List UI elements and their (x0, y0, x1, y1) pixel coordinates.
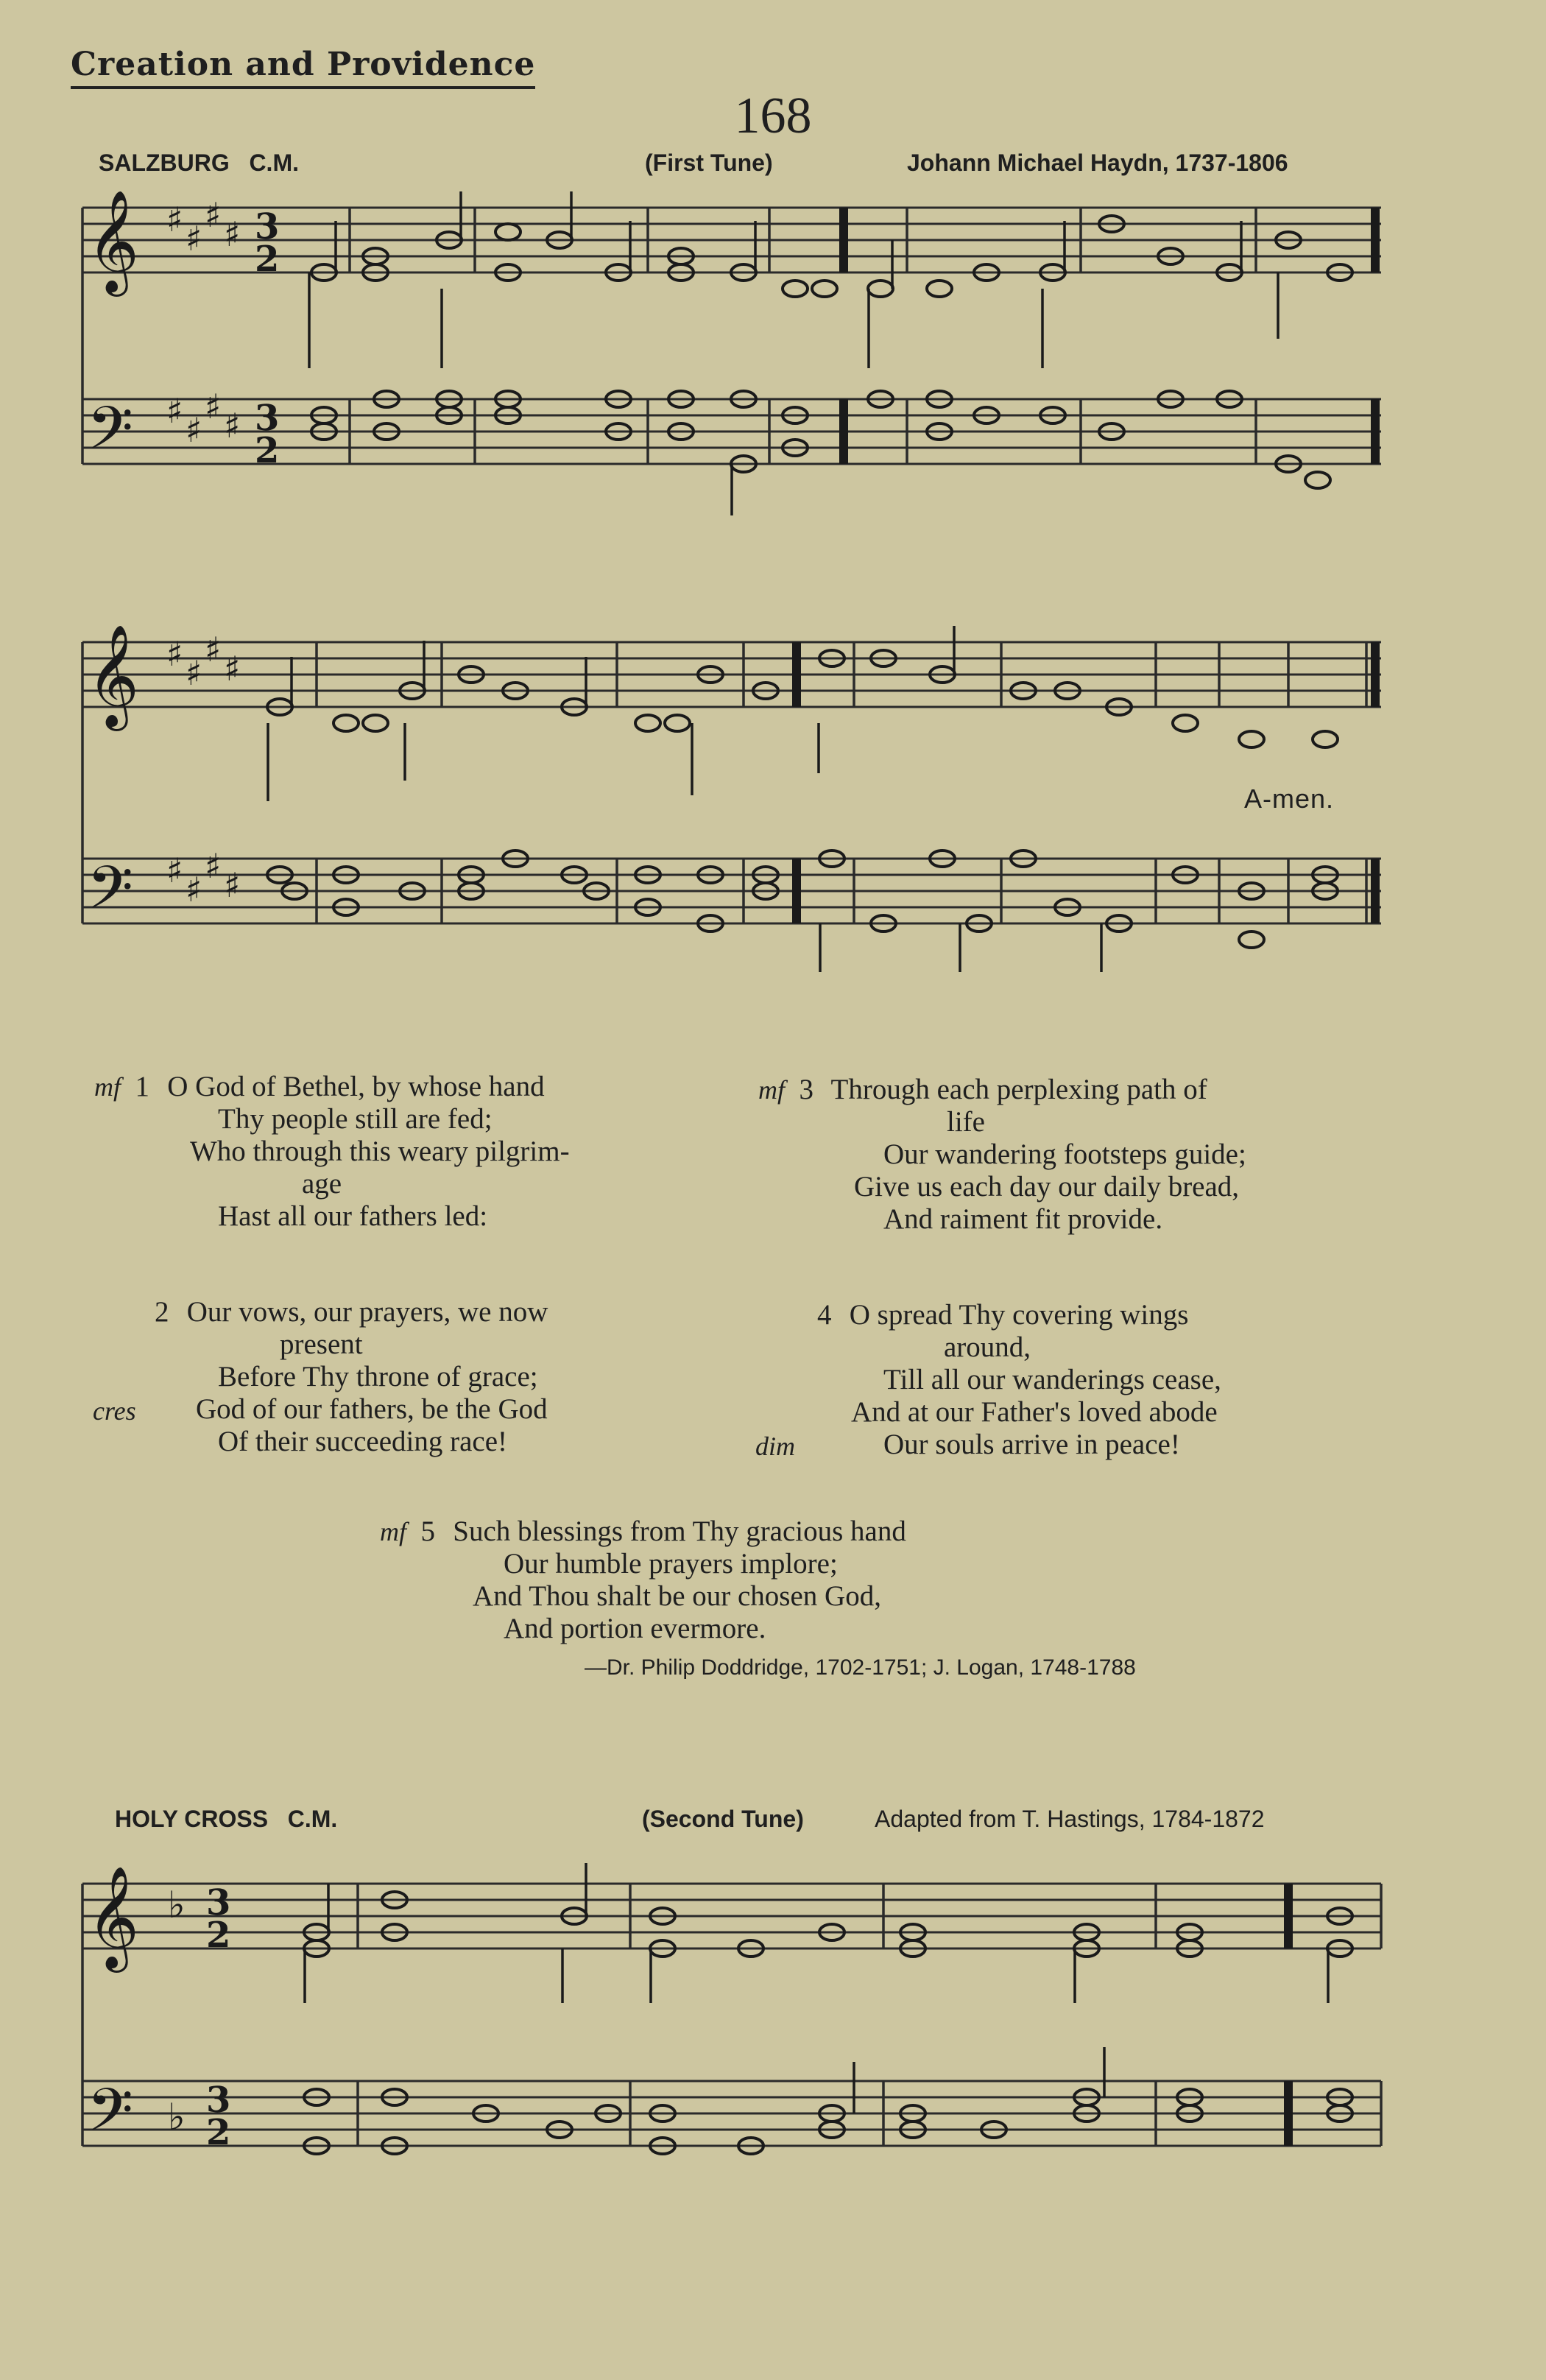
verse-3-dynamic: mf (758, 1075, 785, 1105)
tune2-composer-text: Adapted from T. Hastings, 1784-1872 (875, 1806, 1265, 1832)
svg-text:♯: ♯ (224, 406, 241, 446)
svg-text:♯: ♯ (224, 865, 241, 905)
verse-3-line-4: Give us each day our daily bread, (854, 1171, 1240, 1203)
treble-notes (309, 191, 1352, 368)
tune2-designation: (Second Tune) (642, 1806, 804, 1832)
svg-text:3: 3 (206, 1882, 231, 1923)
verse-2 (155, 1296, 548, 1328)
svg-text:𝄢: 𝄢 (87, 2076, 134, 2160)
svg-text:♯: ♯ (166, 200, 183, 239)
verse-4-line-4: And at our Father's loved abode (851, 1396, 1218, 1428)
verse-4-dim-dynamic: dim (755, 1432, 795, 1461)
verse-5-line-3: And Thou shalt be our chosen God, (473, 1580, 881, 1612)
verse-1-line-5: Hast all our fathers led: (218, 1200, 488, 1232)
svg-text:3: 3 (255, 206, 280, 247)
tune2-system-1 (0, 1841, 1546, 2194)
svg-text:♯: ♯ (205, 387, 222, 426)
svg-text:𝄞: 𝄞 (87, 624, 139, 727)
verse-2-line-2: present (280, 1328, 363, 1360)
svg-text:♯: ♯ (166, 634, 183, 674)
verse-5-line-2: Our humble prayers implore; (504, 1548, 838, 1580)
verse-4 (817, 1299, 1188, 1331)
verse-4-line-2: around, (944, 1331, 1031, 1363)
verse-2-line-5: Of their succeeding race! (218, 1426, 508, 1457)
svg-text:♭: ♭ (168, 2096, 186, 2138)
verse-1-number: 1 (135, 1071, 149, 1102)
svg-text:3: 3 (255, 398, 280, 439)
verse-2-line-3: Before Thy throne of grace; (218, 1361, 538, 1393)
bass-notes (311, 391, 1330, 515)
tune1-meter: C.M. (249, 149, 299, 176)
svg-text:𝄢: 𝄢 (87, 394, 134, 478)
svg-text:𝄞: 𝄞 (87, 1866, 139, 1968)
svg-text:♯: ♯ (205, 846, 222, 886)
svg-text:♯: ♯ (205, 195, 222, 235)
tune1-composer: Johann Michael Haydn, 1737-1806 (907, 149, 1288, 176)
svg-text:𝄢: 𝄢 (87, 853, 134, 937)
tune1-name: SALZBURG (99, 149, 230, 176)
tune2-name: HOLY CROSS (115, 1806, 269, 1832)
bass-notes (267, 851, 1338, 972)
verse-1-line-2: Thy people still are fed; (218, 1103, 493, 1135)
verse-4-line-5: Our souls arrive in peace! (883, 1429, 1180, 1460)
svg-text:♯: ♯ (186, 410, 202, 450)
verse-1-dynamic: mf (94, 1072, 121, 1102)
verse-3 (758, 1074, 1207, 1106)
verse-2-line-1: Our vows, our prayers, we now (186, 1296, 548, 1328)
treble-staff (82, 642, 1381, 707)
svg-text:3: 3 (206, 2080, 231, 2121)
verse-1 (94, 1071, 545, 1103)
tune1-system-1 (0, 191, 1546, 530)
svg-text:♭: ♭ (168, 1884, 186, 1926)
svg-text:2: 2 (255, 239, 280, 280)
verse-4-number: 4 (817, 1299, 832, 1331)
verse-3-line-1: Through each perplexing path of (830, 1074, 1207, 1105)
amen-lyric: A-men. (1244, 784, 1335, 814)
svg-text:♯: ♯ (224, 214, 241, 254)
tune2-meter: C.M. (287, 1806, 338, 1832)
verse-3-line-3: Our wandering footsteps guide; (883, 1138, 1246, 1170)
text-attribution: —Dr. Philip Doddridge, 1702-1751; J. Logan, 1748-1788 (585, 1655, 1136, 1680)
verse-5-line-4: And portion evermore. (504, 1613, 766, 1644)
svg-text:2: 2 (206, 2112, 231, 2153)
verse-5 (380, 1515, 906, 1548)
tune2-composer (875, 1806, 1265, 1833)
verse-5-dynamic: mf (380, 1517, 406, 1546)
verse-2-line-4: God of our fathers, be the God (196, 1393, 548, 1425)
verse-1-line-4: age (302, 1168, 342, 1200)
verse-2-cres-dynamic: cres (93, 1396, 136, 1426)
verse-2-number: 2 (155, 1296, 169, 1328)
verse-4-line-1: O spread Thy covering wings (849, 1299, 1189, 1331)
svg-text:♯: ♯ (186, 870, 202, 909)
treble-notes (267, 626, 1338, 801)
tune1-name-line (99, 149, 299, 177)
verse-5-line-1: Such blessings from Thy gracious hand (453, 1515, 906, 1547)
svg-text:𝄞: 𝄞 (87, 191, 139, 292)
svg-text:♯: ♯ (166, 851, 183, 890)
verse-3-line-2: life (947, 1106, 985, 1138)
tune2-name-line (115, 1806, 337, 1833)
verse-1-line-1: O God of Bethel, by whose hand (167, 1071, 545, 1102)
verse-5-number: 5 (420, 1515, 435, 1547)
svg-text:♯: ♯ (186, 653, 202, 693)
verse-1-line-3: Who through this weary pilgrim- (190, 1136, 570, 1167)
verse-3-line-5: And raiment fit provide. (883, 1203, 1163, 1235)
tune1-designation: (First Tune) (645, 149, 773, 176)
svg-text:♯: ♯ (224, 649, 241, 689)
verse-3-number: 3 (799, 1074, 813, 1105)
svg-text:♯: ♯ (166, 391, 183, 431)
svg-text:2: 2 (206, 1915, 231, 1956)
bass-notes (304, 2047, 1352, 2154)
svg-text:2: 2 (255, 430, 280, 471)
svg-text:♯: ♯ (186, 219, 202, 258)
svg-text:♯: ♯ (205, 630, 222, 669)
verse-4-line-3: Till all our wanderings cease, (883, 1364, 1221, 1395)
hymn-number: 168 (734, 88, 812, 144)
section-title: Creation and Providence (71, 46, 535, 89)
